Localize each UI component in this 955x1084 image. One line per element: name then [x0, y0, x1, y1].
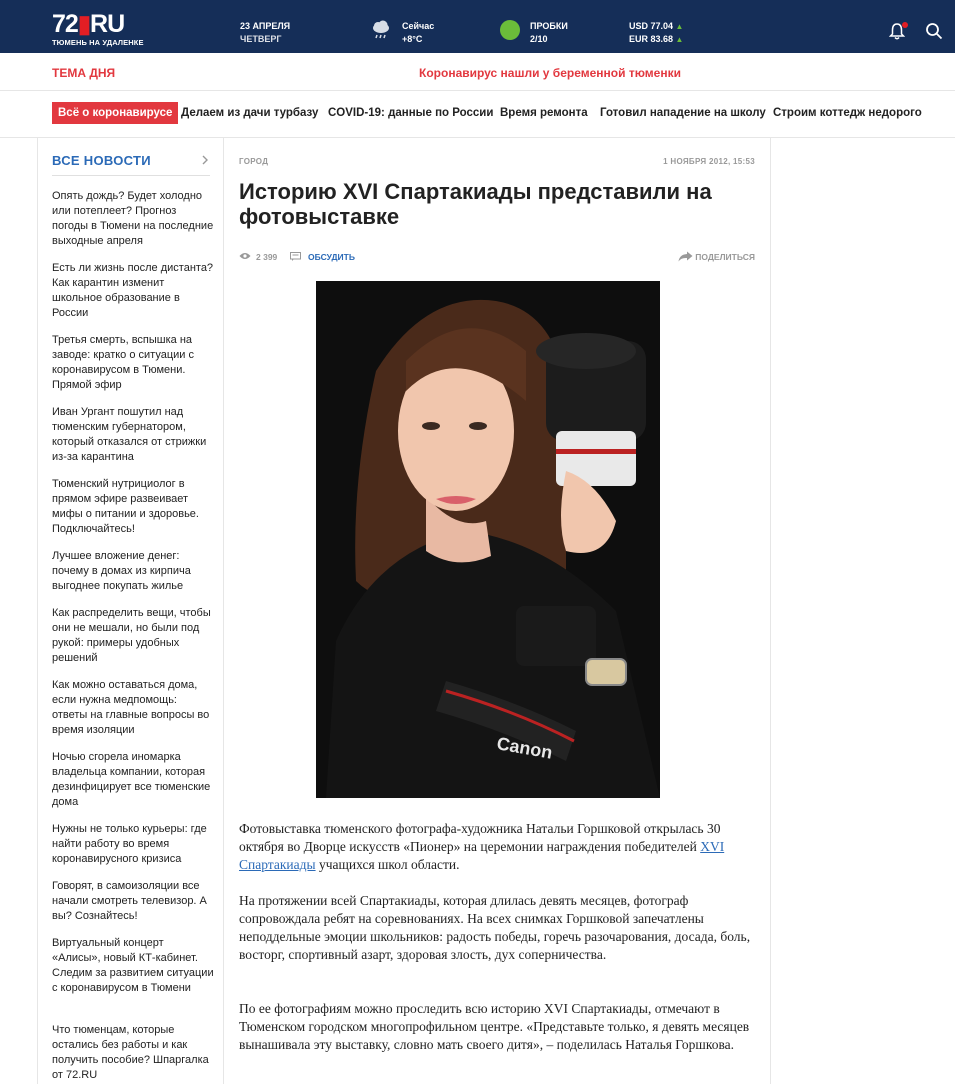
- news-item[interactable]: Говорят, в самоизоляции все начали смотреть телевизор. А вы? Сознайтесь!: [52, 880, 207, 922]
- discuss-link[interactable]: ОБСУДИТЬ: [308, 252, 355, 262]
- logo-number: 72: [52, 10, 78, 38]
- weekday-text: ЧЕТВЕРГ: [240, 34, 282, 44]
- news-item[interactable]: Нужны не только курьеры: где найти работу во время коронавирусного кризиса: [52, 823, 207, 865]
- news-item[interactable]: Как можно оставаться дома, если нужна медпомощь: ответы на главные вопросы во время изоляции: [52, 679, 210, 736]
- tag-covid-data[interactable]: COVID-19: данные по России: [328, 107, 494, 119]
- article-title: Историю XVI Спартакиады представили на фотовыставке: [239, 179, 712, 229]
- news-feed-sidebar: [37, 138, 224, 1084]
- news-item[interactable]: Как распределить вещи, чтобы они не мешали, но были под рукой: примеры удобных решений: [52, 607, 211, 664]
- notification-dot: [902, 22, 908, 28]
- share-button[interactable]: ПОДЕЛИТЬСЯ: [695, 252, 755, 262]
- tag-coronavirus[interactable]: Всё о коронавирусе: [52, 102, 178, 124]
- news-item[interactable]: Лучшее вложение денег: почему в домах из кирпича выгоднее покупать жилье: [52, 550, 191, 592]
- chevron-right-icon[interactable]: [201, 155, 209, 165]
- article-rubric[interactable]: ГОРОД: [239, 157, 269, 166]
- site-logo[interactable]: [52, 11, 162, 47]
- cloud-rain-icon[interactable]: [370, 19, 392, 41]
- tag-school-attack[interactable]: Готовил нападение на школу: [600, 107, 766, 119]
- date-text: 23 АПРЕЛЯ: [240, 21, 291, 31]
- news-item[interactable]: Что тюменцам, которые остались без работы и как получить пособие? Шпаргалка от 72.RU: [52, 1024, 209, 1081]
- paragraph-text: учащихся школ области.: [315, 857, 460, 872]
- topic-label: ТЕМА ДНЯ: [52, 66, 116, 80]
- weather-label: Сейчас: [402, 21, 435, 31]
- news-item[interactable]: Третья смерть, вспышка на заводе: кратко о ситуации с коронавирусом в Тюмени. Прямой эфир: [52, 334, 194, 391]
- currency-widget[interactable]: [629, 20, 683, 46]
- usd-rate: USD 77.04: [629, 21, 674, 31]
- search-icon[interactable]: [925, 22, 943, 40]
- article-meta: [239, 250, 755, 264]
- traffic-widget[interactable]: [530, 20, 568, 46]
- article-photo[interactable]: [316, 281, 660, 798]
- eur-rate: EUR 83.68: [629, 34, 674, 44]
- topic-of-day: [0, 53, 955, 91]
- weather-widget[interactable]: [402, 20, 434, 46]
- tag-dacha[interactable]: Делаем из дачи турбазу: [181, 107, 319, 119]
- news-item[interactable]: Есть ли жизнь после дистанта? Как карантин изменит школьное образование в России: [52, 262, 214, 319]
- divider: [770, 138, 771, 1084]
- usd-up-arrow-icon: ▲: [675, 22, 684, 31]
- all-news-title[interactable]: ВСЕ НОВОСТИ: [52, 153, 151, 168]
- top-header: [0, 0, 955, 53]
- article-paragraph: По ее фотографиям можно проследить всю историю XVI Спартакиады, отмечают в Тюменском городском многопрофильном центре. «Представьте только, я девять месяцев вынашивала эту выставку, словно мать своего дитя», – поделилась Наталья Горшкова.: [239, 1001, 750, 1052]
- traffic-value: 2/10: [530, 34, 548, 44]
- current-date: [240, 20, 290, 46]
- share-icon[interactable]: [678, 251, 693, 262]
- weather-value: +8°C: [402, 34, 423, 44]
- eur-up-arrow-icon: ▲: [675, 35, 684, 44]
- article-paragraph: [239, 820, 755, 874]
- news-item[interactable]: Иван Ургант пошутил над тюменским губернатором, который отказался от стрижки из-за карантина: [52, 406, 207, 463]
- tag-repair[interactable]: Время ремонта: [500, 107, 588, 119]
- comment-icon[interactable]: [290, 252, 301, 261]
- paragraph-text: Фотовыставка тюменского фотографа-художника Натальи Горшковой открылась 30 октября во Дворце искусств «Пионер» на церемонии награждения победителей: [239, 821, 721, 854]
- topic-link[interactable]: Коронавирус нашли у беременной тюменки: [419, 66, 681, 80]
- logo-tagline: ТЮМЕНЬ НА УДАЛЕНКЕ: [52, 38, 144, 47]
- news-item[interactable]: Ночью сгорела иномарка владельца компании, которая дезинфицирует все тюменские дома: [52, 751, 211, 808]
- views-count: 2 399: [256, 252, 278, 262]
- tag-navigation: [0, 102, 955, 126]
- traffic-label: ПРОБКИ: [530, 21, 568, 31]
- news-item[interactable]: Тюменский нутрициолог в прямом эфире развеивает мифы о питании и здоровье. Подключайтесь!: [52, 478, 199, 535]
- article-paragraph: На протяжении всей Спартакиады, которая длилась девять месяцев, фотограф сопровождала ребят на соревнованиях. На всех снимках Горшковой запечатлены неподдельные эмоции школьников: радость победы, горечь разочарования, досада, боль, восторг, спортивный азарт, здоровая злость, дух соперничества.: [239, 893, 751, 962]
- traffic-icon[interactable]: [500, 20, 520, 40]
- spartakiada-link[interactable]: XVI Спартакиады: [239, 839, 725, 872]
- article-date: 1 НОЯБРЯ 2012, 15:53: [663, 157, 755, 166]
- news-item[interactable]: Виртуальный концерт «Алисы», новый КТ-кабинет. Следим за развитием ситуации с коронавирусом в Тюмени: [52, 937, 214, 994]
- divider: [52, 175, 210, 176]
- svg-text:Canon: Canon: [495, 733, 554, 763]
- logo-ru: RU: [90, 10, 125, 38]
- news-item[interactable]: Опять дождь? Будет холодно или потеплеет? Прогноз погоды в Тюмени на последние выходные апреля: [52, 190, 214, 247]
- eye-icon: [239, 252, 251, 260]
- tag-cottage[interactable]: Строим коттедж недорого: [773, 107, 922, 119]
- logo-mark: ▮: [77, 11, 91, 38]
